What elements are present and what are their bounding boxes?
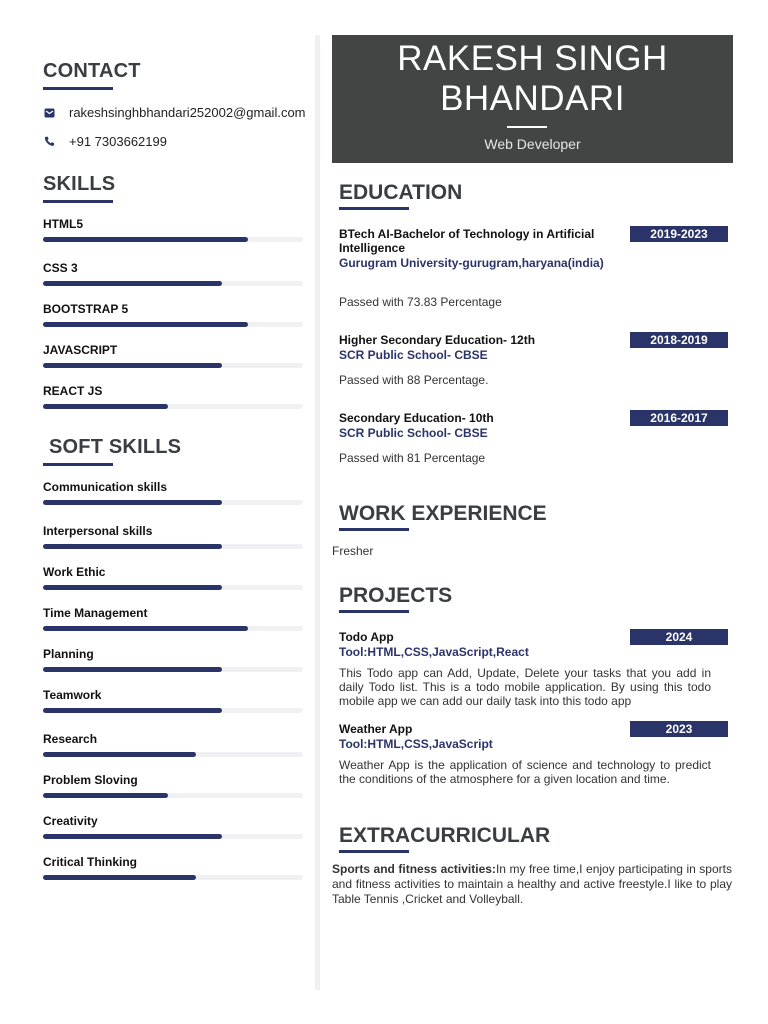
soft-skill-name: Work Ethic xyxy=(43,565,106,579)
work-title-rule xyxy=(339,528,409,531)
skill-name: CSS 3 xyxy=(43,261,78,275)
skill-level-bar xyxy=(43,363,222,368)
project-name: Weather App xyxy=(339,722,413,736)
soft-skill-level-bar xyxy=(43,585,222,590)
skill-item xyxy=(43,383,303,409)
soft-skill-name: Critical Thinking xyxy=(43,855,138,869)
contact-phone-row xyxy=(43,134,167,149)
soft-skill-item xyxy=(43,731,303,757)
project-description: Weather App is the application of science and technology to predict the conditions of the atmosphere for a given location and time. xyxy=(339,758,711,786)
soft-skill-track xyxy=(43,752,303,757)
education-years-badge: 2019-2023 xyxy=(630,226,728,242)
skill-level-bar xyxy=(43,322,248,327)
extracurricular-title: EXTRACURRICULAR xyxy=(339,824,551,847)
soft-skill-item xyxy=(43,646,303,672)
skill-track xyxy=(43,237,303,242)
soft-skill-item xyxy=(43,479,303,505)
education-result: Passed with 73.83 Percentage xyxy=(339,295,502,309)
soft-skill-level-bar xyxy=(43,500,222,505)
skill-item xyxy=(43,342,303,368)
education-school: SCR Public School- CBSE xyxy=(339,348,488,362)
education-years-badge: 2016-2017 xyxy=(630,410,728,426)
education-degree: BTech AI-Bachelor of Technology in Artificial Intelligence xyxy=(339,227,595,255)
soft-skill-item xyxy=(43,813,303,839)
projects-title: PROJECTS xyxy=(339,584,453,607)
soft-skill-track xyxy=(43,544,303,549)
contact-email-row xyxy=(43,105,306,120)
skill-name: JAVASCRIPT xyxy=(43,343,118,357)
soft-skill-track xyxy=(43,793,303,798)
skill-item xyxy=(43,260,303,286)
soft-skill-item xyxy=(43,605,303,631)
soft-skill-item xyxy=(43,854,303,880)
skill-name: BOOTSTRAP 5 xyxy=(43,302,129,316)
soft-skill-item xyxy=(43,523,303,549)
education-title-rule xyxy=(339,207,409,210)
soft-skill-track xyxy=(43,667,303,672)
soft-skill-level-bar xyxy=(43,544,222,549)
project-tools: Tool:HTML,CSS,JavaScript,React xyxy=(339,645,529,659)
candidate-role: Web Developer xyxy=(484,136,581,152)
skill-track xyxy=(43,281,303,286)
soft-skill-level-bar xyxy=(43,752,196,757)
candidate-name: RAKESH SINGH BHANDARI xyxy=(397,39,668,118)
soft-skill-item xyxy=(43,772,303,798)
skills-title: SKILLS xyxy=(43,173,116,195)
soft-skill-track xyxy=(43,500,303,505)
header-banner xyxy=(332,35,733,163)
soft-skills-title-rule xyxy=(43,463,113,466)
mail-icon xyxy=(43,107,55,119)
contact-title-rule xyxy=(43,87,113,90)
project-year-badge: 2023 xyxy=(630,721,728,737)
education-school: SCR Public School- CBSE xyxy=(339,426,488,440)
contact-phone[interactable]: +91 7303662199 xyxy=(69,134,167,149)
header-rule xyxy=(507,126,547,128)
soft-skill-level-bar xyxy=(43,875,196,880)
skills-title-rule xyxy=(43,200,113,203)
soft-skills-title: SOFT SKILLS xyxy=(49,436,182,458)
soft-skill-item xyxy=(43,564,303,590)
skill-name: HTML5 xyxy=(43,217,83,231)
project-year-badge: 2024 xyxy=(630,629,728,645)
soft-skill-level-bar xyxy=(43,834,222,839)
work-text: Fresher xyxy=(332,544,374,558)
extracurricular-title-rule xyxy=(339,850,409,853)
education-degree: Higher Secondary Education- 12th xyxy=(339,333,536,347)
soft-skill-track xyxy=(43,875,303,880)
education-school: Gurugram University-gurugram,haryana(india) xyxy=(339,256,604,270)
skill-level-bar xyxy=(43,237,248,242)
soft-skill-name: Communication skills xyxy=(43,480,168,494)
work-title: WORK EXPERIENCE xyxy=(339,502,547,525)
project-name: Todo App xyxy=(339,630,394,644)
project-tools: Tool:HTML,CSS,JavaScript xyxy=(339,737,493,751)
skill-level-bar xyxy=(43,281,222,286)
soft-skill-name: Research xyxy=(43,732,98,746)
soft-skill-name: Problem Sloving xyxy=(43,773,138,787)
projects-title-rule xyxy=(339,610,409,613)
skill-item xyxy=(43,301,303,327)
phone-icon xyxy=(43,136,55,148)
soft-skill-level-bar xyxy=(43,708,222,713)
education-result: Passed with 81 Percentage xyxy=(339,451,486,465)
soft-skill-level-bar xyxy=(43,667,222,672)
skill-track xyxy=(43,363,303,368)
education-years-badge: 2018-2019 xyxy=(630,332,728,348)
soft-skill-track xyxy=(43,834,303,839)
soft-skill-name: Interpersonal skills xyxy=(43,524,153,538)
extracurricular-lead: Sports and fitness activities: xyxy=(332,862,496,876)
soft-skill-track xyxy=(43,585,303,590)
contact-title: CONTACT xyxy=(43,60,141,82)
project-description: This Todo app can Add, Update, Delete your tasks that you add in daily Todo list. This is a todo mobile application. By using this todo mobile app we can add our daily task into this todo app xyxy=(339,666,711,708)
skill-name: REACT JS xyxy=(43,384,103,398)
skill-track xyxy=(43,322,303,327)
education-title: EDUCATION xyxy=(339,181,463,204)
soft-skill-item xyxy=(43,687,303,713)
column-divider xyxy=(315,35,320,990)
extracurricular-body: In my free time,I enjoy participating in sports and fitness activities to maintain a healthy and active freestyle.I like to play Table Tennis ,Cricket and Volleyball. xyxy=(332,862,732,906)
soft-skill-name: Creativity xyxy=(43,814,98,828)
extracurricular-text xyxy=(332,862,732,907)
soft-skill-level-bar xyxy=(43,793,168,798)
soft-skill-track xyxy=(43,708,303,713)
soft-skill-track xyxy=(43,626,303,631)
soft-skill-level-bar xyxy=(43,626,248,631)
skill-item xyxy=(43,216,303,242)
education-result: Passed with 88 Percentage. xyxy=(339,373,489,387)
education-degree: Secondary Education- 10th xyxy=(339,411,494,425)
skill-level-bar xyxy=(43,404,168,409)
soft-skill-name: Planning xyxy=(43,647,94,661)
soft-skill-name: Teamwork xyxy=(43,688,102,702)
soft-skill-name: Time Management xyxy=(43,606,148,620)
skill-track xyxy=(43,404,303,409)
contact-email[interactable]: rakeshsinghbhandari252002@gmail.com xyxy=(69,105,306,120)
